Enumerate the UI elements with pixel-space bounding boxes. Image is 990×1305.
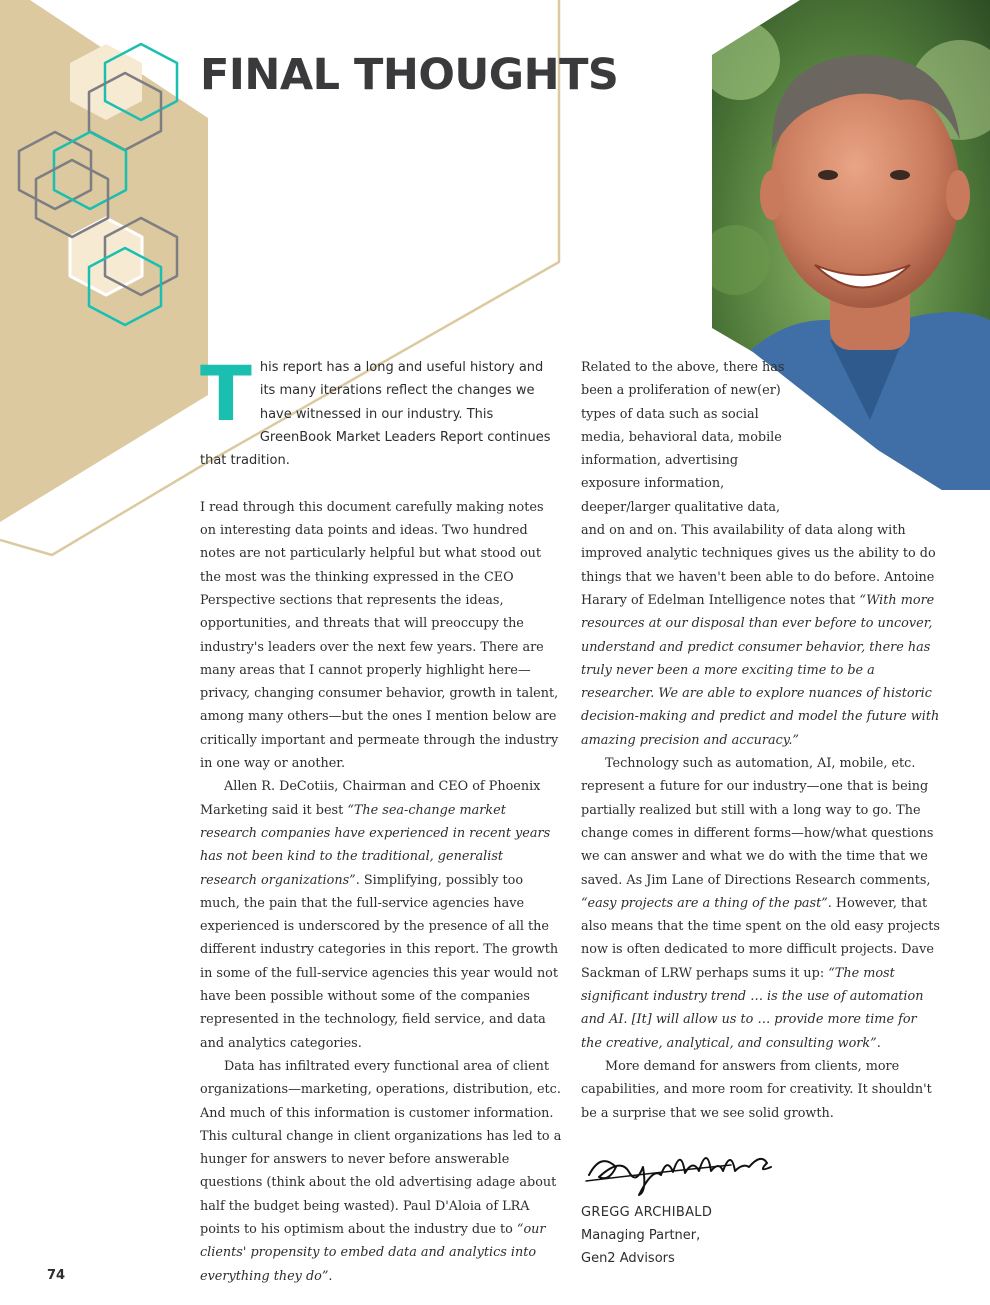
- left-paragraph-3: [200, 1055, 562, 1288]
- signature-name: GREGG ARCHIBALD: [581, 1204, 713, 1220]
- right-p1-quote: “With more resources at our disposal than ever before to uncover, understand and predict consumer behavior, there has truly never been a more exciting time to be a researcher. We are able to explore nuances of historic decision-making and predict and model the future with amazing precision and accuracy.”: [581, 592, 940, 748]
- right-p2-quote-1: “easy projects are a thing of the past”: [581, 895, 828, 911]
- signature-image: [581, 1137, 781, 1197]
- left-p2-quote: “The sea-change market research companies have experienced in recent years has not been kind to the traditional, generalist research organizations”: [200, 802, 551, 888]
- left-paragraph-2: [200, 775, 562, 1055]
- photo-spacer: [791, 356, 941, 496]
- drop-cap: T: [200, 349, 252, 438]
- page-title: FINAL THOUGHTS: [200, 50, 619, 100]
- left-p3-text-b: .: [328, 1268, 333, 1284]
- right-p2-quote-2: “The most significant industry trend … is the use of automation and AI. [It] will allow us to … provide more time for the creative, analytical, and consulting work”: [581, 965, 924, 1051]
- right-p2-text-c: .: [876, 1035, 881, 1051]
- intro-text: his report has a long and useful history and its many iterations reflect the changes we have witnessed in our industry. This GreenBook Market Leaders Report continues that tradition.: [200, 360, 551, 469]
- page-number: 74: [47, 1268, 66, 1283]
- signature-role: Managing Partner,: [581, 1228, 701, 1244]
- paragraph-gap: [200, 472, 562, 495]
- intro-lead: [200, 349, 562, 472]
- right-p2-text-b: . However, that also means that the time spent on the old easy projects now is often dedicated to more difficult projects. Dave Sackman of LRW perhaps sums it up:: [581, 895, 940, 981]
- right-column: [581, 356, 941, 1271]
- right-paragraph-3: More demand for answers from clients, more capabilities, and more room for creativity. It shouldn't be a surprise that we see solid growth.: [581, 1058, 932, 1121]
- right-p1-text-a: Related to the above, there has been a proliferation of new(er) types of data such as social media, behavioral data, mobile information, advertising exposure information, deeper/larger qualitative data, and on and on. This availability of data along with improved analytic techniques gives us the ability to do things that we haven't been able to do before. Antoine Harary of Edelman Intelligence notes that: [581, 360, 936, 608]
- left-p2-text-a: Allen R. DeCotiis, Chairman and CEO of Phoenix Marketing said it best: [200, 779, 541, 818]
- signature-company: Gen2 Advisors: [581, 1251, 675, 1267]
- right-paragraph-2: [581, 752, 941, 1055]
- left-paragraph-1: I read through this document carefully making notes on interesting data points and ideas. Two hundred notes are not particularly helpful but what stood out the most was the thinking expressed in the CEO Perspective sections that represents the ideas, opportunities, and threats that will preoccupy the industry's leaders over the next few years. There are many areas that I cannot properly highlight here—privacy, changing consumer behavior, growth in talent, among many others—but the ones I mention below are critically important and permeate through the industry in one way or another.: [200, 499, 559, 772]
- right-p2-text-a: Technology such as automation, AI, mobile, etc. represent a future for our industry—one that is being partially realized but still with a long way to go. The change comes in different forms—how/what questions we can answer and what we do with the time that we saved. As Jim Lane of Directions Research comments,: [581, 756, 934, 888]
- left-p3-quote: “our clients' propensity to embed data and analytics into everything they do”: [200, 1221, 546, 1284]
- left-p2-text-b: . Simplifying, possibly too much, the pain that the full-service agencies have experienced is underscored by the presence of all the different industry categories in this report. The growth in some of the full-service agencies this year would not have been possible without some of the companies represented in the technology, field service, and data and analytics categories.: [200, 872, 559, 1051]
- left-column: [200, 349, 562, 1288]
- left-p3-text-a: Data has infiltrated every functional area of client organizations—marketing, operations, distribution, etc. And much of this information is customer information. This cultural change in client organizations has led to a hunger for answers to never before answerable questions (think about the old advertising adage about half the budget being wasted). Paul D'Aloia of LRA points to his optimism about the industry due to: [200, 1058, 562, 1237]
